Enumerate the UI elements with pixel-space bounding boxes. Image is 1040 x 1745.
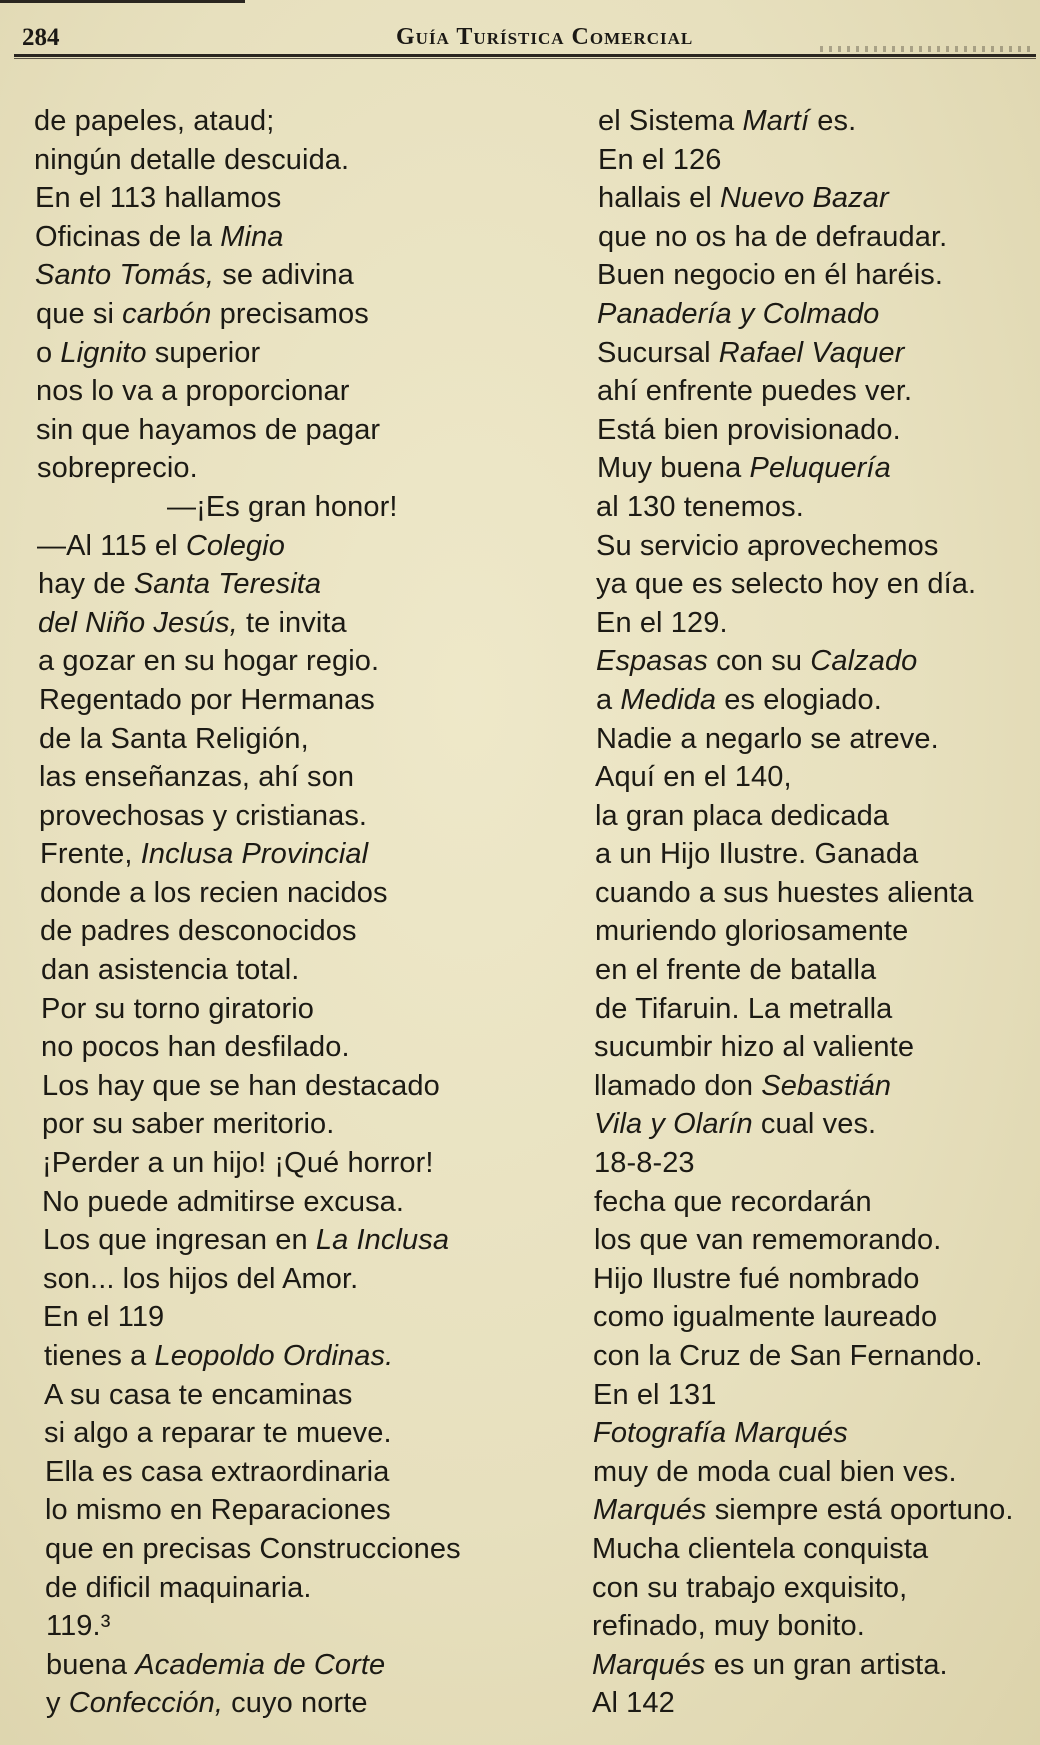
verse-line <box>597 256 1040 295</box>
verse-text: En el 131 <box>593 1378 717 1411</box>
verse-line <box>592 1646 1040 1685</box>
verse-line <box>592 1607 1040 1646</box>
verse-text: muriendo gloriosamente <box>595 915 909 948</box>
verse-line <box>597 334 1040 373</box>
verse-line <box>37 449 504 488</box>
verse-line <box>39 720 504 759</box>
verse-text: Muy buena <box>597 452 750 485</box>
verse-text: Los que ingresan en <box>43 1224 316 1257</box>
verse-text: Su servicio aprovechemos <box>596 529 939 562</box>
italic-name: Confección, <box>68 1687 224 1720</box>
verse-text: ¡Perder a un hijo! ¡Qué horror! <box>42 1147 434 1180</box>
italic-name: del Niño Jesús, <box>38 606 238 639</box>
verse-text: de Tifaruin. La metralla <box>595 992 893 1025</box>
verse-line <box>38 642 504 681</box>
italic-name: Medida <box>620 683 717 716</box>
verse-line <box>42 1144 504 1183</box>
italic-name: Rafael Vaquer <box>718 336 905 369</box>
verse-text: sucumbir hizo al valiente <box>594 1031 915 1064</box>
verse-text: de papeles, ataud; <box>34 105 275 137</box>
italic-name: La Inclusa <box>315 1224 450 1257</box>
verse-text: Ella es casa extraordinaria <box>45 1455 390 1488</box>
verse-text: de la Santa Religión, <box>39 722 309 755</box>
verse-text: En el 113 hallamos <box>35 182 282 215</box>
verse-text: fecha que recordarán <box>594 1185 872 1218</box>
verse-line <box>593 1453 1040 1492</box>
verse-text: se adivina <box>214 259 354 292</box>
italic-name: Peluquería <box>749 452 891 485</box>
verse-text: dan asistencia total. <box>41 954 300 987</box>
italic-name: carbón <box>122 297 212 330</box>
verse-text: la gran placa dedicada <box>595 799 890 832</box>
verse-line <box>593 1491 1040 1530</box>
verse-text: es elogiado. <box>716 683 882 716</box>
verse-text: a gozar en su hogar regio. <box>38 645 380 678</box>
verse-text: Está bien provisionado. <box>597 413 901 446</box>
italic-name: Santo Tomás, <box>35 259 215 292</box>
verse-text: sobreprecio. <box>37 452 198 485</box>
verse-line <box>36 372 504 411</box>
verse-text: En el 119 <box>43 1301 165 1334</box>
verse-text: Al 142 <box>592 1687 675 1720</box>
verse-line <box>40 912 504 951</box>
verse-text: Frente, <box>40 838 141 871</box>
verse-text: a un Hijo Ilustre. Ganada <box>595 838 919 871</box>
verse-line <box>42 1105 504 1144</box>
italic-name: Sebastián <box>761 1069 892 1102</box>
verse-line <box>592 1684 1040 1723</box>
verse-line <box>43 1298 504 1337</box>
verse-text: o <box>36 336 61 369</box>
verse-line <box>595 835 1040 874</box>
left-column <box>34 102 504 1723</box>
verse-text: lo mismo en Reparaciones <box>45 1494 391 1527</box>
verse-text: donde a los recien nacidos <box>40 876 388 909</box>
verse-line <box>43 1221 504 1260</box>
verse-text: refinado, muy bonito. <box>592 1610 865 1643</box>
verse-line <box>44 1414 504 1453</box>
verse-text: son... los hijos del Amor. <box>43 1262 359 1295</box>
verse-line <box>39 758 504 797</box>
verse-line <box>592 1530 1040 1569</box>
verse-text: si algo a reparar te mueve. <box>44 1417 392 1450</box>
verse-text: con la Cruz de San Fernando. <box>593 1340 983 1372</box>
verse-text: hallais el <box>598 182 720 215</box>
verse-line <box>594 1144 1040 1183</box>
verse-text: como igualmente laureado <box>593 1301 938 1334</box>
verse-line <box>594 1028 1040 1067</box>
verse-text: que si <box>36 297 123 330</box>
verse-line <box>595 990 1040 1029</box>
verse-line <box>43 1260 504 1299</box>
verse-text: buena <box>46 1648 136 1681</box>
verse-line <box>41 951 504 990</box>
verse-line <box>596 565 1040 604</box>
verse-text: de dificil maquinaria. <box>45 1571 312 1604</box>
verse-text: muy de moda cual bien ves. <box>593 1455 957 1488</box>
italic-name: Vila y Olarín <box>594 1108 753 1141</box>
verse-text: con su trabajo exquisito, <box>592 1571 908 1604</box>
verse-line <box>45 1569 504 1608</box>
verse-text: siempre está oportuno. <box>706 1494 1014 1527</box>
verse-line <box>35 256 504 295</box>
verse-line <box>596 681 1040 720</box>
verse-text: ya que es selecto hoy en día. <box>596 568 977 601</box>
italic-name: Leopoldo Ordinas. <box>154 1340 394 1372</box>
verse-text: te invita <box>237 606 347 639</box>
verse-text: al 130 tenemos. <box>596 490 804 523</box>
verse-text: a <box>596 683 621 716</box>
verse-line <box>593 1376 1040 1415</box>
verse-text: por su saber meritorio. <box>42 1108 335 1141</box>
italic-name: Marqués <box>592 1648 706 1681</box>
header-rule <box>14 54 1036 57</box>
verse-text: 119.³ <box>46 1610 111 1643</box>
verse-text: en el frente de batalla <box>595 954 877 987</box>
verse-text: que no os ha de defraudar. <box>598 220 948 253</box>
verse-line <box>36 411 504 450</box>
verse-text: el Sistema <box>598 105 743 137</box>
verse-line <box>596 488 1040 527</box>
verse-line <box>40 874 504 913</box>
italic-name: Espasas <box>596 645 708 678</box>
verse-text: Por su torno giratorio <box>41 992 314 1025</box>
verse-text: Buen negocio en él haréis. <box>597 259 944 292</box>
verse-text: Aquí en el 140, <box>595 761 792 794</box>
verse-line <box>596 720 1040 759</box>
verse-text: cuyo norte <box>223 1687 368 1720</box>
italic-name: Lignito <box>60 336 147 369</box>
verse-text: Nadie a negarlo se atreve. <box>596 722 939 755</box>
italic-name: Martí <box>742 105 810 137</box>
verse-text: hay de <box>38 568 134 601</box>
verse-text: sin que hayamos de pagar <box>36 413 381 446</box>
italic-name: Fotografía Marqués <box>593 1417 848 1450</box>
verse-text: de padres desconocidos <box>40 915 357 948</box>
verse-line <box>594 1183 1040 1222</box>
verse-text: Los hay que se han destacado <box>42 1069 440 1102</box>
verse-text: es un gran artista. <box>705 1648 948 1681</box>
verse-line <box>598 218 1040 257</box>
verse-line <box>597 295 1040 334</box>
verse-line <box>41 1028 504 1067</box>
verse-line <box>592 1569 1040 1608</box>
verse-line <box>598 141 1040 180</box>
verse-text: los que van rememorando. <box>594 1224 942 1257</box>
verse-line <box>45 1530 504 1569</box>
verse-text: En el 129. <box>596 606 728 639</box>
verse-line <box>39 681 504 720</box>
verse-line <box>41 990 504 1029</box>
verse-line <box>596 527 1040 566</box>
verse-text: A su casa te encaminas <box>44 1378 353 1411</box>
verse-text: ningún detalle descuida. <box>34 143 350 176</box>
verse-line <box>34 141 504 180</box>
verse-text: tienes a <box>44 1340 155 1372</box>
verse-text: no pocos han desfilado. <box>41 1031 350 1064</box>
verse-line <box>36 334 504 373</box>
verse-line <box>596 642 1040 681</box>
italic-name: Santa Teresita <box>133 568 322 601</box>
print-specks <box>820 46 1030 52</box>
verse-line <box>38 604 504 643</box>
verse-line <box>597 411 1040 450</box>
page-number: 284 <box>22 24 60 51</box>
verse-line <box>593 1298 1040 1337</box>
verse-line <box>595 912 1040 951</box>
verse-text: superior <box>146 336 261 369</box>
verse-line <box>593 1414 1040 1453</box>
verse-text: —¡Es gran honor! <box>167 490 398 523</box>
verse-text: precisamos <box>211 297 369 330</box>
right-column <box>592 102 1040 1723</box>
verse-text: Oficinas de la <box>35 220 221 253</box>
verse-text: que en precisas Construcciones <box>45 1532 461 1565</box>
verse-line <box>37 488 504 527</box>
verse-text: Regentado por Hermanas <box>39 683 375 716</box>
italic-name: Marqués <box>593 1494 707 1527</box>
verse-line <box>45 1491 504 1530</box>
verse-text: con su <box>707 645 811 678</box>
verse-text: ahí enfrente puedes ver. <box>597 375 913 408</box>
verse-line <box>39 797 504 836</box>
verse-line <box>34 102 504 141</box>
verse-text: En el 126 <box>598 143 722 176</box>
verse-text: cual ves. <box>752 1108 877 1141</box>
verse-line <box>42 1067 504 1106</box>
verse-text: nos lo va a proporcionar <box>36 375 350 408</box>
verse-line <box>598 102 1040 141</box>
verse-line <box>35 179 504 218</box>
verse-line <box>594 1067 1040 1106</box>
verse-line <box>45 1453 504 1492</box>
verse-line <box>44 1337 504 1376</box>
verse-text: cuando a sus huestes alienta <box>595 876 974 909</box>
verse-text: llamado don <box>594 1069 762 1102</box>
verse-line <box>42 1183 504 1222</box>
verse-line <box>36 295 504 334</box>
verse-line <box>35 218 504 257</box>
italic-name: Calzado <box>810 645 918 678</box>
italic-name: Nuevo Bazar <box>720 182 889 215</box>
verse-text: las enseñanzas, ahí son <box>39 761 355 794</box>
verse-line <box>598 179 1040 218</box>
verse-text: Sucursal <box>597 336 719 369</box>
verse-line <box>594 1105 1040 1144</box>
verse-text: No puede admitirse excusa. <box>42 1185 405 1218</box>
verse-text: Hijo Ilustre fué nombrado <box>593 1262 920 1295</box>
italic-name: Panadería y Colmado <box>597 297 880 330</box>
verse-text: 18-8-23 <box>594 1147 695 1180</box>
verse-line <box>38 565 504 604</box>
header-rule-thin <box>14 58 1036 59</box>
verse-line <box>593 1260 1040 1299</box>
verse-text: es. <box>809 105 857 137</box>
verse-line <box>40 835 504 874</box>
verse-line <box>593 1337 1040 1376</box>
verse-text: —Al 115 el <box>37 529 186 562</box>
verse-line <box>37 527 504 566</box>
verse-line <box>597 372 1040 411</box>
italic-name: Inclusa Provincial <box>140 838 369 871</box>
verse-line <box>595 874 1040 913</box>
verse-line <box>597 449 1040 488</box>
verse-text: provechosas y cristianas. <box>39 799 368 832</box>
top-edge-rule <box>0 0 245 3</box>
verse-text: Mucha clientela conquista <box>592 1532 929 1565</box>
italic-name: Mina <box>220 220 284 253</box>
verse-line <box>596 604 1040 643</box>
verse-line <box>44 1376 504 1415</box>
verse-line <box>595 797 1040 836</box>
verse-line <box>594 1221 1040 1260</box>
running-title: Guía Turística Comercial <box>396 24 694 50</box>
verse-line <box>595 758 1040 797</box>
verse-line <box>46 1684 504 1723</box>
verse-text: y <box>46 1687 69 1720</box>
verse-line <box>46 1646 504 1685</box>
italic-name: Academia de Corte <box>135 1648 386 1681</box>
verse-line <box>46 1607 504 1646</box>
verse-line <box>595 951 1040 990</box>
italic-name: Colegio <box>185 529 285 562</box>
